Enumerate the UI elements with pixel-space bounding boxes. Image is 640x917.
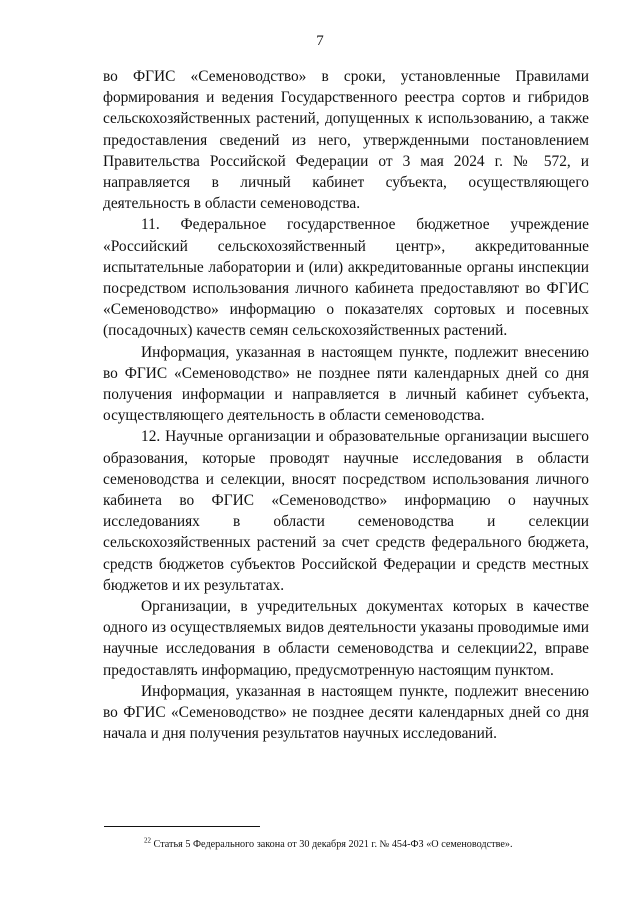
document-body <box>103 66 589 745</box>
footnote-text: Статья 5 Федерального закона от 30 декабря 2021 г. № 454-ФЗ «О семеноводстве». <box>153 839 513 850</box>
paragraph-item-11-info: Информация, указанная в настоящем пункте, подлежит внесению во ФГИС «Семеноводство» не позднее пяти календарных дней со дня получения информации и направляется в личный кабинет субъекта, осуществляющего деятельность в области семеноводства. <box>103 343 589 425</box>
footnote-marker: 22 <box>144 836 151 845</box>
paragraph-item-12: 12. Научные организации и образовательные организации высшего образования, которые проводят научные исследования в области семеноводства и селекции, вносят посредством использования личного кабинета во ФГИС «Семеноводство» информацию о научных исследованиях в области семеноводства и селекции сельскохозяйственных растений за счет средств федерального бюджета, средств бюджетов субъектов Российской Федерации и средств местных бюджетов и их результатах. <box>103 428 589 594</box>
paragraph-item-12-organizations: Организации, в учредительных документах которых в качестве одного из осуществляемых видов деятельности указаны проводимые ими научные исследования в области семеноводства и селекции22, вправе предоставлять информацию, предусмотренную настоящим пунктом. <box>103 598 589 679</box>
footnote-divider <box>104 826 260 827</box>
page-number: 7 <box>316 33 324 49</box>
footnote <box>144 838 584 852</box>
paragraph-item-11: 11. Федеральное государственное бюджетное учреждение «Российский сельскохозяйственный центр», аккредитованные испытательные лаборатории и (или) аккредитованные органы инспекции посредством использования личного кабинета предоставляют во ФГИС «Семеноводство» информацию о показателях сортовых и посевных (посадочных) качеств семян сельскохозяйственных растений. <box>103 216 589 340</box>
paragraph-continuation: во ФГИС «Семеноводство» в сроки, установленные Правилами формирования и ведения Государственного реестра сортов и гибридов сельскохозяйственных растений, допущенных к использованию, а также предоставления сведений из него, утвержденными постановлением Правительства Российской Федерации от 3 мая 2024 г. № 572, и направляется в личный кабинет субъекта, осуществляющего деятельность в области семеноводства. <box>103 68 589 213</box>
paragraph-item-12-info: Информация, указанная в настоящем пункте, подлежит внесению во ФГИС «Семеноводство» не позднее десяти календарных дней со дня начала и дня получения результатов научных исследований. <box>103 682 589 743</box>
